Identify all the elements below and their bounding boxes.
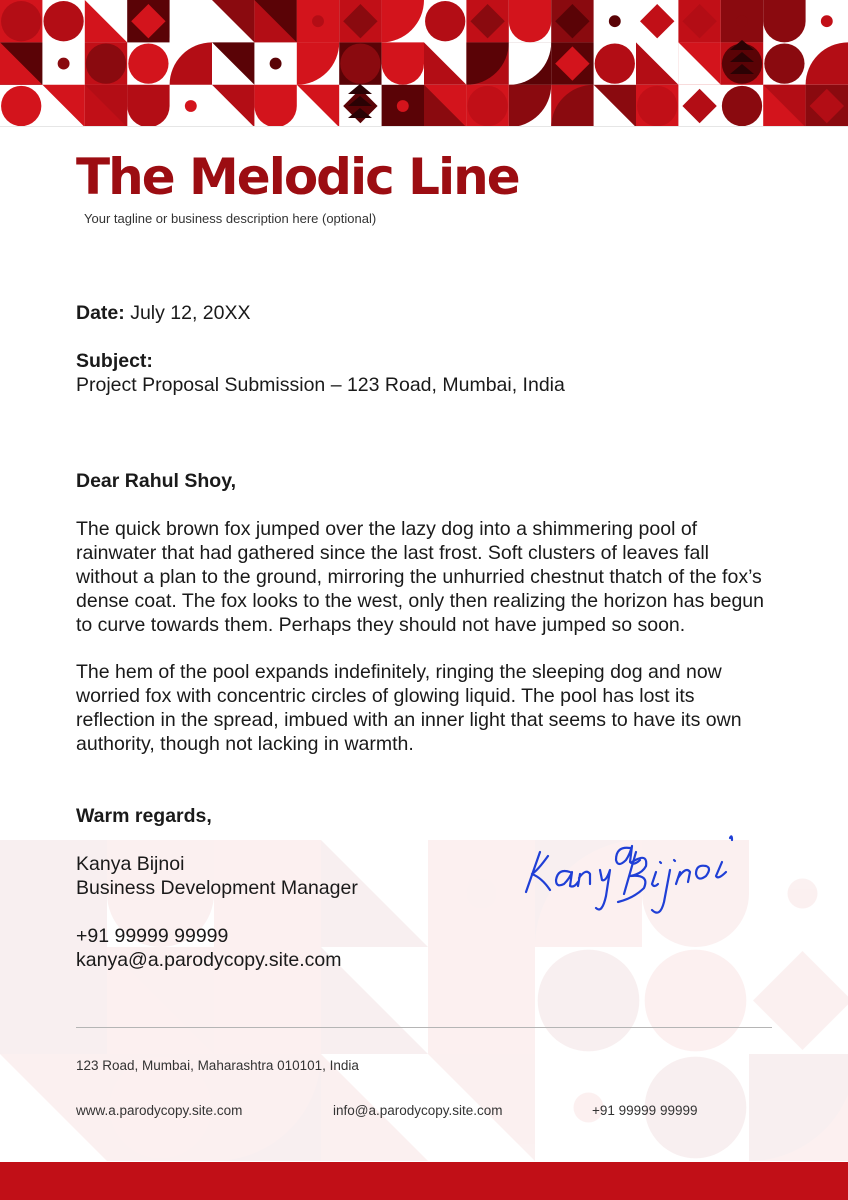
pattern-tile — [722, 86, 762, 126]
body-paragraph-1: The quick brown fox jumped over the lazy dog into a shimmering pool of rainwater that had gathered since the last frost. Soft clusters of leaves fall without a plan to the ground, mirroring the unhurried chestnut thatch of the fox’s dense coat. The fox looks to the west, only then realizing the horizon has begun to curve towards them. Perhaps they should not have jumped so soon. — [76, 518, 764, 636]
footer-website: www.a.parodycopy.site.com — [76, 1103, 243, 1118]
subject-value: Project Proposal Submission – 123 Road, Mumbai, India — [76, 374, 565, 396]
pattern-tile — [127, 85, 169, 127]
pattern-tile — [425, 1, 465, 41]
pattern-tile — [43, 1, 83, 41]
pattern-tile — [821, 15, 833, 27]
pattern-tile — [678, 0, 720, 42]
pattern-tile — [127, 0, 169, 42]
pattern-tile — [764, 43, 804, 83]
pattern-tile — [128, 43, 168, 83]
pattern-tile — [185, 100, 197, 112]
pattern-tile — [212, 42, 254, 84]
pattern-tile — [297, 0, 339, 42]
pattern-tile — [763, 85, 805, 127]
subject-label: Subject: — [76, 350, 153, 372]
brand-tagline: Your tagline or business description here (optional) — [84, 211, 377, 226]
pattern-tile — [254, 85, 296, 127]
pattern-tile — [466, 0, 508, 42]
sender-title: Business Development Manager — [76, 877, 358, 899]
pattern-tile — [85, 85, 127, 127]
date-value: July 12, 20XX — [130, 302, 251, 324]
pattern-tile — [753, 951, 848, 1050]
pattern-tile — [551, 85, 593, 127]
footer-divider — [76, 1027, 772, 1028]
pattern-tile — [509, 0, 551, 42]
pattern-tile — [1, 86, 41, 126]
pattern-tile — [551, 42, 593, 84]
footer-color-bar — [0, 1162, 848, 1200]
pattern-tile — [428, 947, 535, 1054]
pattern-tile — [509, 42, 551, 84]
pattern-tile — [85, 42, 127, 84]
pattern-tile — [424, 85, 466, 127]
pattern-tile — [254, 0, 296, 42]
date-line — [76, 301, 251, 325]
pattern-tile — [270, 58, 282, 70]
footer-address: 123 Road, Mumbai, Maharashtra 010101, India — [76, 1058, 359, 1073]
pattern-tile — [339, 42, 381, 84]
brand-title: The Melodic Line — [76, 148, 519, 206]
footer-email: info@a.parodycopy.site.com — [333, 1103, 503, 1118]
sender-name: Kanya Bijnoi — [76, 853, 185, 875]
pattern-tile — [466, 42, 508, 84]
pattern-tile — [721, 0, 763, 42]
closing: Warm regards, — [76, 805, 212, 827]
pattern-tile — [466, 85, 508, 127]
pattern-tile — [678, 42, 720, 84]
pattern-tile — [538, 950, 640, 1052]
salutation: Dear Rahul Shoy, — [76, 470, 237, 492]
footer-phone: +91 99999 99999 — [592, 1103, 698, 1118]
sender-email: kanya@a.parodycopy.site.com — [76, 949, 342, 971]
pattern-tile — [339, 0, 381, 42]
body-paragraph-2: The hem of the pool expands indefinitely, ringing the sleeping dog and now worried fox with concentric circles of glowing liquid. The pool has lost its reflection in the spread, imbued with an inner light that seems to have its own authority, though not lacking in warmth. — [76, 661, 742, 755]
pattern-tile — [594, 85, 636, 127]
pattern-tile — [609, 15, 621, 27]
header-geometric-pattern — [0, 0, 848, 127]
date-label: Date: — [76, 302, 125, 324]
handwritten-signature — [518, 822, 758, 932]
pattern-tile — [749, 1054, 848, 1161]
pattern-tile — [0, 0, 42, 42]
pattern-tile — [595, 43, 635, 83]
pattern-tile — [58, 58, 70, 70]
pattern-tile — [551, 0, 593, 42]
pattern-tile — [382, 42, 424, 84]
pattern-tile — [636, 85, 678, 127]
pattern-tile — [806, 85, 848, 127]
pattern-tile — [645, 950, 747, 1052]
pattern-tile — [0, 42, 42, 84]
pattern-tile — [788, 879, 818, 909]
pattern-tile — [763, 0, 805, 42]
pattern-tile — [382, 85, 424, 127]
sender-phone: +91 99999 99999 — [76, 925, 229, 947]
